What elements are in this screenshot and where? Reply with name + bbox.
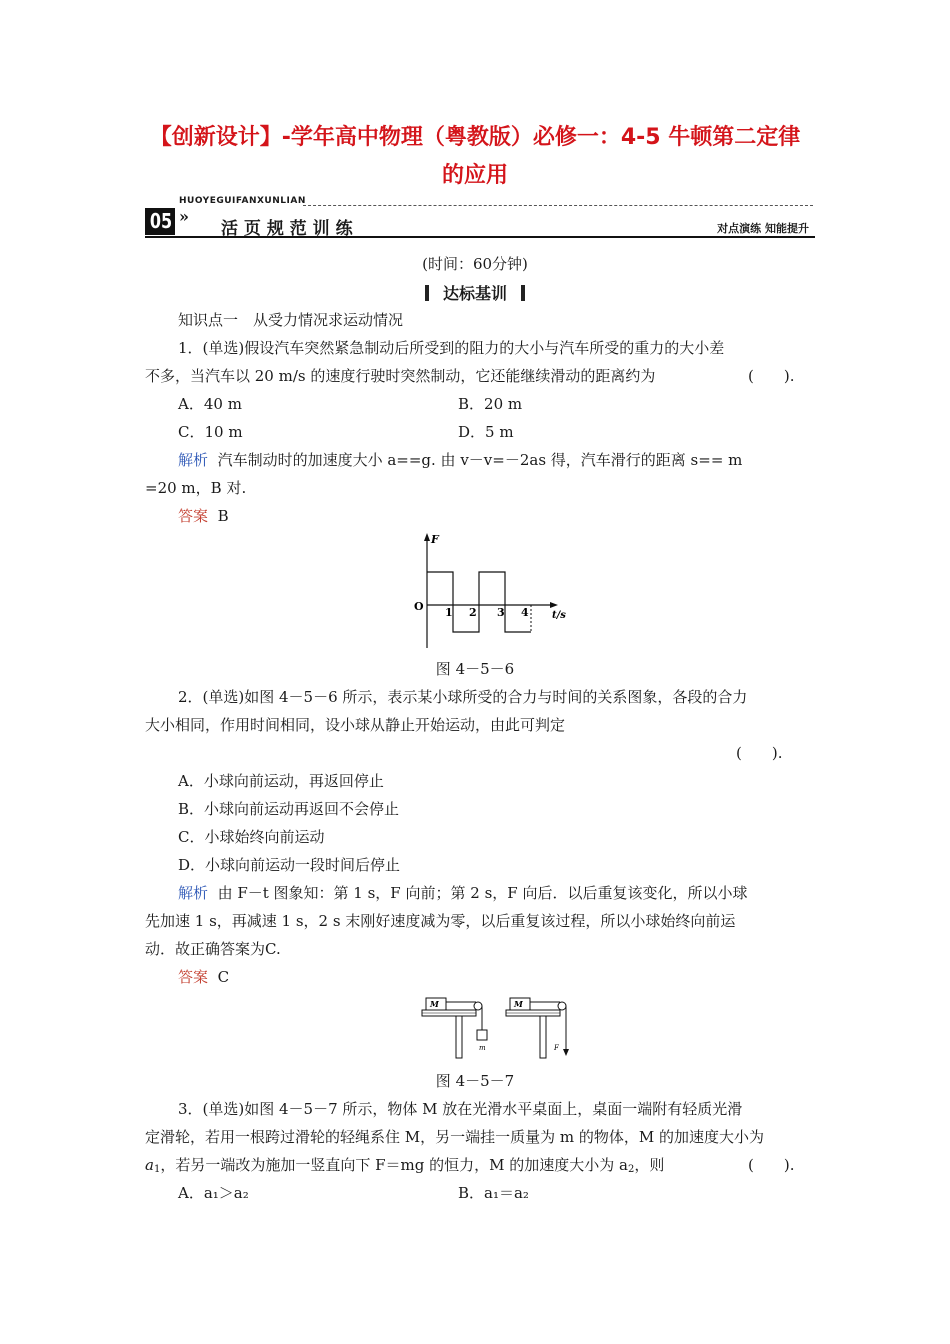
q3-text-line3: [145, 1154, 664, 1181]
q2-option-a: A．小球向前运动，再返回停止: [178, 772, 384, 790]
q1-answer: B: [217, 507, 229, 525]
q1-text-line2: 不多，当汽车以 20 m/s 的速度行驶时突然制动，它还能继续滑动的距离约为: [145, 367, 656, 385]
x-axis-arrow-icon: [550, 602, 558, 608]
table-leg-right: [540, 1016, 546, 1058]
q3-a2-sub: 2: [627, 1164, 635, 1175]
q3-text3-middle: ，若另一端改为施加一竖直向下 F＝mg 的恒力，M 的加速度大小为 a: [160, 1156, 628, 1174]
q2-option-d: D．小球向前运动一段时间后停止: [178, 856, 401, 874]
q3-text-line1: 3．(单选)如图 4－5－7 所示，物体 M 放在光滑水平桌面上，桌面一端附有轻质光滑: [178, 1100, 743, 1118]
fig1-caption: 图 4－5－6: [435, 660, 515, 678]
section-banner: [145, 196, 815, 240]
q2-option-c: C．小球始终向前运动: [178, 828, 325, 846]
banner-bottom-rule: [145, 236, 815, 238]
q2-analysis-line2: 先加速 1 s，再减速 1 s，2 s 末刚好速度减为零，以后重复该过程，所以小球始终向前运: [145, 912, 736, 930]
section-title-block: [0, 281, 950, 304]
force-time-graph: [405, 530, 585, 652]
tick-label-3: 3: [497, 606, 505, 619]
q2-answer: C: [217, 968, 230, 986]
q1-answer-line: [178, 505, 229, 527]
q1-bracket: ( ).: [748, 367, 795, 385]
q1-option-b: B．20 m: [458, 395, 523, 413]
section-bar-right-icon: [521, 285, 525, 301]
q2-answer-line: [178, 966, 229, 988]
force-label: F: [554, 1044, 559, 1052]
section-bar-left-icon: [425, 285, 429, 301]
banner-right-text: 对点演练 知能提升: [717, 222, 809, 235]
block-left-label: M: [430, 999, 439, 1009]
q2-answer-label: 答案: [178, 968, 209, 986]
banner-heading: 活 页 规 范 训 练: [221, 219, 353, 239]
q2-option-b: B．小球向前运动再返回不会停止: [178, 800, 400, 818]
tick-label-4: 4: [521, 606, 529, 619]
q1-option-c: C．10 m: [178, 423, 243, 441]
q3-a1: a: [145, 1156, 154, 1174]
y-axis-arrow-icon: [424, 533, 430, 541]
doc-title-line1: 【创新设计】-学年高中物理（粤教版）必修一：4-5 牛顿第二定律: [149, 125, 801, 150]
origin-label: O: [414, 600, 424, 613]
q2-bracket: ( ).: [736, 744, 783, 762]
x-axis-label: t/s: [552, 610, 566, 621]
q1-answer-label: 答案: [178, 507, 209, 525]
q2-text-line1: 2．(单选)如图 4－5－6 所示，表示某小球所受的合力与时间的关系图象，各段的合力: [178, 688, 748, 706]
y-axis-label: F: [431, 533, 439, 546]
q3-bracket: ( ).: [748, 1156, 795, 1174]
banner-dashed-line: [303, 205, 813, 206]
banner-number: 05: [149, 209, 173, 233]
time-note: (时间：60分钟): [422, 255, 528, 273]
q1-analysis-line1: [178, 449, 742, 471]
q3-a1-sub: 1: [153, 1164, 161, 1175]
banner-pinyin: HUOYEGUIFANXUNLIAN: [179, 196, 306, 206]
hanging-mass-label: m: [479, 1044, 486, 1052]
q1-analysis-line2: =20 m，B 对.: [145, 479, 247, 497]
fig2-caption: 图 4－5－7: [435, 1072, 515, 1090]
pulley-right-icon: [558, 1002, 566, 1010]
banner-arrows-icon: »: [179, 207, 189, 226]
block-right-label: M: [514, 999, 523, 1009]
tick-label-2: 2: [469, 606, 477, 619]
force-arrow-icon: [563, 1049, 569, 1056]
tick-label-1: 1: [445, 606, 453, 619]
q2-analysis-label: 解析: [178, 884, 209, 902]
q2-analysis-line3: 动．故正确答案为C.: [145, 940, 281, 958]
pulley-left-icon: [474, 1002, 482, 1010]
doc-title-line2: 的应用: [441, 163, 508, 188]
q1-option-a: A．40 m: [178, 395, 242, 413]
q3-text3-end: ，则: [634, 1156, 665, 1174]
pulley-setup-right: [506, 998, 569, 1058]
pulley-setup-left: [422, 998, 487, 1058]
q3-option-a: A．a₁＞a₂: [178, 1184, 249, 1202]
pulley-diagram: [420, 992, 580, 1062]
section-title: 达标基训: [442, 284, 507, 303]
q2-analysis-line1: [178, 882, 747, 904]
q1-analysis-text1: 汽车制动时的加速度大小 a==g. 由 v－v=－2as 得，汽车滑行的距离 s== m: [217, 451, 743, 469]
q3-option-b: B．a₁＝a₂: [458, 1184, 529, 1202]
q1-option-d: D．5 m: [458, 423, 514, 441]
q2-text-line2: 大小相同，作用时间相同，设小球从静止开始运动，由此可判定: [145, 716, 566, 734]
q1-analysis-label: 解析: [178, 451, 209, 469]
hanging-mass: [477, 1030, 487, 1040]
q2-analysis-text1: 由 F－t 图象知：第 1 s，F 向前；第 2 s，F 向后．以后重复该变化，所以小球: [217, 884, 748, 902]
q1-text-line1: 1．(单选)假设汽车突然紧急制动后所受到的阻力的大小与汽车所受的重力的大小差: [178, 339, 725, 357]
knowledge-point: 知识点一 从受力情况求运动情况: [178, 311, 404, 329]
q3-text-line2: 定滑轮，若用一根跨过滑轮的轻绳系住 M，另一端挂一质量为 m 的物体，M 的加速度大小为: [145, 1128, 765, 1146]
table-leg-left: [456, 1016, 462, 1058]
